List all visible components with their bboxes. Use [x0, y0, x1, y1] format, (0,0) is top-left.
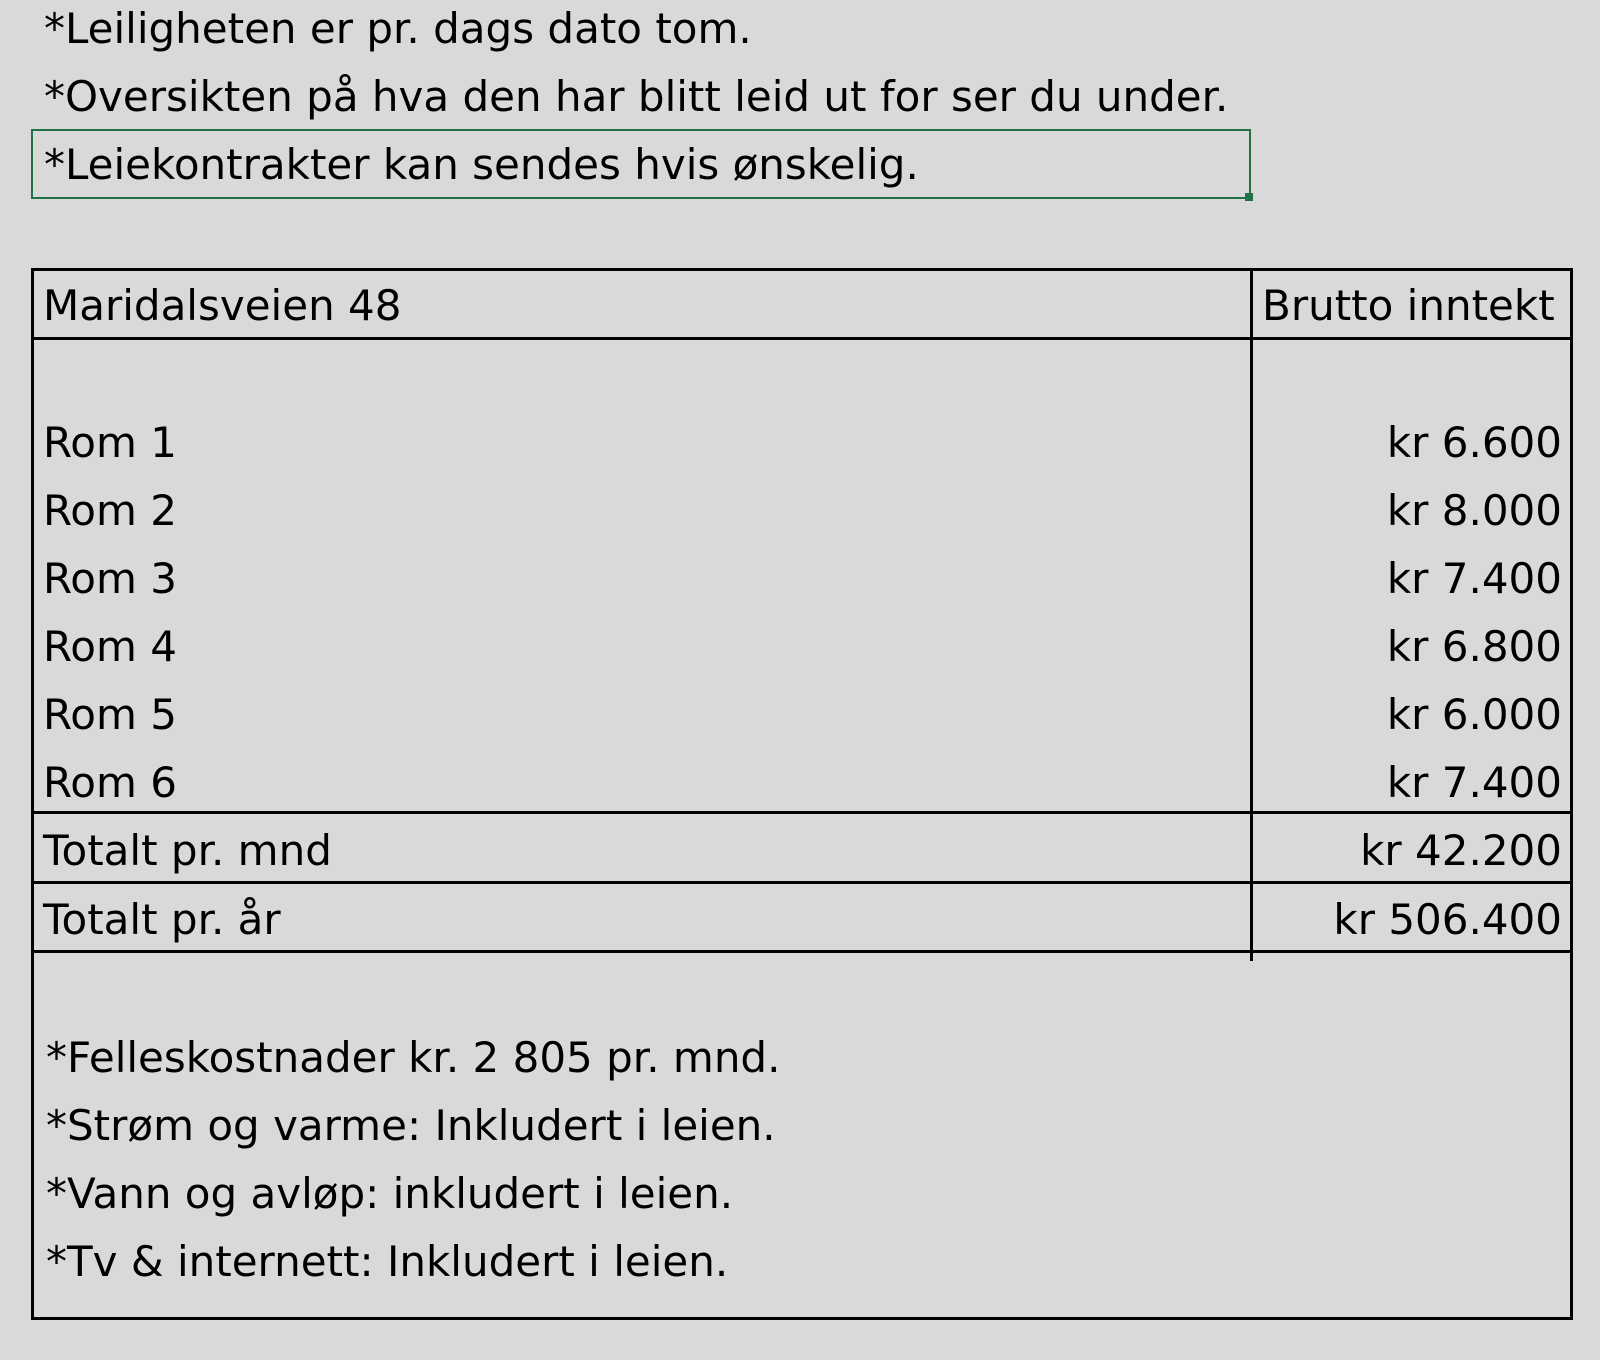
column-divider [1250, 271, 1253, 961]
active-cell-selection[interactable] [31, 129, 1251, 199]
fill-handle[interactable] [1245, 193, 1253, 201]
room-4-amount[interactable]: kr 6.800 [1386, 622, 1562, 671]
room-2-label[interactable]: Rom 2 [43, 486, 177, 535]
intro-note-overview[interactable]: *Oversikten på hva den har blitt leid ut for ser du under. [44, 72, 1229, 121]
room-5-label[interactable]: Rom 5 [43, 690, 177, 739]
footnote-power-heating[interactable]: *Strøm og varme: Inkludert i leien. [46, 1101, 776, 1150]
room-6-label[interactable]: Rom 6 [43, 758, 177, 807]
yearly-total-amount[interactable]: kr 506.400 [1333, 895, 1562, 944]
room-2-amount[interactable]: kr 8.000 [1386, 486, 1562, 535]
room-3-label[interactable]: Rom 3 [43, 554, 177, 603]
intro-note-empty[interactable]: *Leiligheten er pr. dags dato tom. [44, 4, 752, 53]
rent-income-table [31, 268, 1573, 1320]
footnote-common-costs[interactable]: *Felleskostnader kr. 2 805 pr. mnd. [46, 1033, 781, 1082]
rooms-divider [34, 811, 1570, 814]
yearly-total-label[interactable]: Totalt pr. år [43, 895, 281, 944]
monthly-total-amount[interactable]: kr 42.200 [1360, 826, 1562, 875]
room-1-label[interactable]: Rom 1 [43, 418, 177, 467]
room-1-amount[interactable]: kr 6.600 [1386, 418, 1562, 467]
room-5-amount[interactable]: kr 6.000 [1386, 690, 1562, 739]
room-6-amount[interactable]: kr 7.400 [1386, 758, 1562, 807]
footnote-tv-internet[interactable]: *Tv & internett: Inkludert i leien. [46, 1237, 729, 1286]
gross-income-header[interactable]: Brutto inntekt [1262, 281, 1555, 330]
room-4-label[interactable]: Rom 4 [43, 622, 177, 671]
intro-note-contracts[interactable]: *Leiekontrakter kan sendes hvis ønskelig. [44, 140, 919, 189]
monthly-total-label[interactable]: Totalt pr. mnd [43, 826, 332, 875]
footnote-water-sewage[interactable]: *Vann og avløp: inkludert i leien. [46, 1169, 734, 1218]
property-name-header[interactable]: Maridalsveien 48 [43, 281, 402, 330]
room-3-amount[interactable]: kr 7.400 [1386, 554, 1562, 603]
